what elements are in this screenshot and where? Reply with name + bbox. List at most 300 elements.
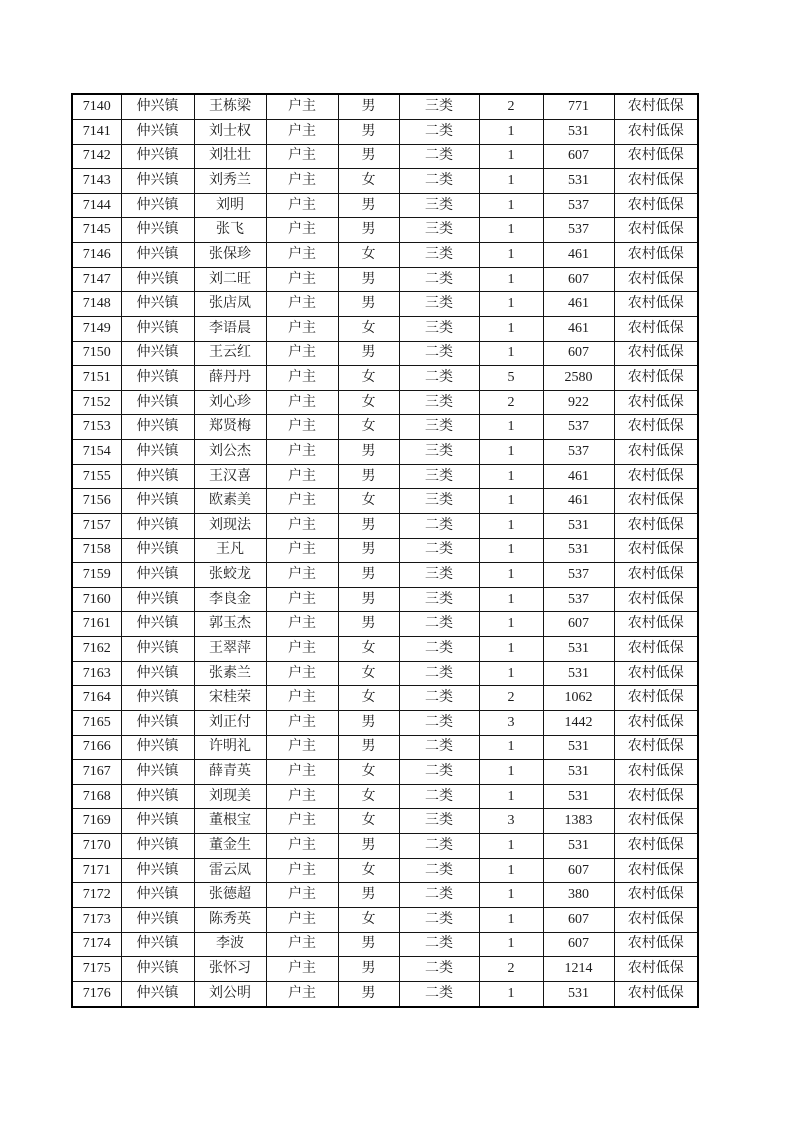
table-row <box>72 834 698 859</box>
category-cell: 二类 <box>399 661 479 686</box>
welfare-type-cell: 农村低保 <box>614 981 698 1007</box>
serial-number-cell: 7148 <box>72 292 121 317</box>
amount-cell: 461 <box>543 243 614 268</box>
town-cell: 仲兴镇 <box>121 637 194 662</box>
person-count-cell: 1 <box>479 169 543 194</box>
gender-cell: 男 <box>338 119 399 144</box>
category-cell: 二类 <box>399 858 479 883</box>
gender-cell: 男 <box>338 341 399 366</box>
relation-cell: 户主 <box>266 587 338 612</box>
name-cell: 张德超 <box>194 883 266 908</box>
town-cell: 仲兴镇 <box>121 784 194 809</box>
serial-number-cell: 7172 <box>72 883 121 908</box>
name-cell: 李波 <box>194 932 266 957</box>
serial-number-cell: 7168 <box>72 784 121 809</box>
amount-cell: 537 <box>543 440 614 465</box>
serial-number-cell: 7164 <box>72 686 121 711</box>
name-cell: 刘公明 <box>194 981 266 1007</box>
town-cell: 仲兴镇 <box>121 464 194 489</box>
category-cell: 二类 <box>399 169 479 194</box>
serial-number-cell: 7169 <box>72 809 121 834</box>
person-count-cell: 1 <box>479 513 543 538</box>
category-cell: 二类 <box>399 366 479 391</box>
amount-cell: 607 <box>543 907 614 932</box>
table-row <box>72 193 698 218</box>
name-cell: 刘壮壮 <box>194 144 266 169</box>
town-cell: 仲兴镇 <box>121 390 194 415</box>
welfare-type-cell: 农村低保 <box>614 883 698 908</box>
amount-cell: 771 <box>543 94 614 119</box>
town-cell: 仲兴镇 <box>121 292 194 317</box>
name-cell: 刘明 <box>194 193 266 218</box>
relation-cell: 户主 <box>266 193 338 218</box>
town-cell: 仲兴镇 <box>121 809 194 834</box>
town-cell: 仲兴镇 <box>121 834 194 859</box>
relation-cell: 户主 <box>266 563 338 588</box>
serial-number-cell: 7153 <box>72 415 121 440</box>
name-cell: 王凡 <box>194 538 266 563</box>
relation-cell: 户主 <box>266 809 338 834</box>
serial-number-cell: 7140 <box>72 94 121 119</box>
table-row <box>72 686 698 711</box>
table-row <box>72 538 698 563</box>
category-cell: 二类 <box>399 710 479 735</box>
table-row <box>72 316 698 341</box>
town-cell: 仲兴镇 <box>121 169 194 194</box>
table-row <box>72 809 698 834</box>
town-cell: 仲兴镇 <box>121 366 194 391</box>
relation-cell: 户主 <box>266 316 338 341</box>
name-cell: 王汉喜 <box>194 464 266 489</box>
amount-cell: 537 <box>543 587 614 612</box>
category-cell: 二类 <box>399 760 479 785</box>
category-cell: 三类 <box>399 193 479 218</box>
person-count-cell: 1 <box>479 858 543 883</box>
gender-cell: 女 <box>338 784 399 809</box>
table-body <box>72 94 698 1007</box>
relation-cell: 户主 <box>266 440 338 465</box>
person-count-cell: 1 <box>479 907 543 932</box>
relation-cell: 户主 <box>266 981 338 1007</box>
town-cell: 仲兴镇 <box>121 94 194 119</box>
welfare-type-cell: 农村低保 <box>614 637 698 662</box>
welfare-type-cell: 农村低保 <box>614 907 698 932</box>
relation-cell: 户主 <box>266 883 338 908</box>
category-cell: 三类 <box>399 94 479 119</box>
table-row <box>72 292 698 317</box>
relation-cell: 户主 <box>266 513 338 538</box>
person-count-cell: 1 <box>479 563 543 588</box>
table-row <box>72 612 698 637</box>
relation-cell: 户主 <box>266 932 338 957</box>
serial-number-cell: 7143 <box>72 169 121 194</box>
table-row <box>72 858 698 883</box>
amount-cell: 1214 <box>543 957 614 982</box>
town-cell: 仲兴镇 <box>121 119 194 144</box>
amount-cell: 531 <box>543 119 614 144</box>
serial-number-cell: 7176 <box>72 981 121 1007</box>
relation-cell: 户主 <box>266 415 338 440</box>
category-cell: 三类 <box>399 292 479 317</box>
welfare-recipient-table <box>71 93 699 1008</box>
relation-cell: 户主 <box>266 243 338 268</box>
name-cell: 刘公杰 <box>194 440 266 465</box>
town-cell: 仲兴镇 <box>121 563 194 588</box>
amount-cell: 537 <box>543 415 614 440</box>
table-row <box>72 957 698 982</box>
serial-number-cell: 7146 <box>72 243 121 268</box>
name-cell: 刘现美 <box>194 784 266 809</box>
name-cell: 王翠萍 <box>194 637 266 662</box>
category-cell: 二类 <box>399 907 479 932</box>
table-row <box>72 94 698 119</box>
town-cell: 仲兴镇 <box>121 341 194 366</box>
serial-number-cell: 7154 <box>72 440 121 465</box>
amount-cell: 2580 <box>543 366 614 391</box>
town-cell: 仲兴镇 <box>121 858 194 883</box>
serial-number-cell: 7166 <box>72 735 121 760</box>
welfare-type-cell: 农村低保 <box>614 489 698 514</box>
table-row <box>72 169 698 194</box>
person-count-cell: 1 <box>479 834 543 859</box>
amount-cell: 607 <box>543 267 614 292</box>
serial-number-cell: 7158 <box>72 538 121 563</box>
town-cell: 仲兴镇 <box>121 267 194 292</box>
relation-cell: 户主 <box>266 267 338 292</box>
category-cell: 二类 <box>399 834 479 859</box>
serial-number-cell: 7174 <box>72 932 121 957</box>
amount-cell: 607 <box>543 858 614 883</box>
gender-cell: 男 <box>338 587 399 612</box>
person-count-cell: 1 <box>479 415 543 440</box>
table-row <box>72 563 698 588</box>
welfare-type-cell: 农村低保 <box>614 612 698 637</box>
amount-cell: 531 <box>543 661 614 686</box>
gender-cell: 男 <box>338 563 399 588</box>
category-cell: 三类 <box>399 415 479 440</box>
category-cell: 三类 <box>399 464 479 489</box>
relation-cell: 户主 <box>266 760 338 785</box>
serial-number-cell: 7170 <box>72 834 121 859</box>
person-count-cell: 1 <box>479 587 543 612</box>
person-count-cell: 1 <box>479 292 543 317</box>
name-cell: 张素兰 <box>194 661 266 686</box>
amount-cell: 461 <box>543 316 614 341</box>
category-cell: 二类 <box>399 119 479 144</box>
relation-cell: 户主 <box>266 735 338 760</box>
serial-number-cell: 7149 <box>72 316 121 341</box>
serial-number-cell: 7145 <box>72 218 121 243</box>
town-cell: 仲兴镇 <box>121 981 194 1007</box>
gender-cell: 男 <box>338 957 399 982</box>
gender-cell: 女 <box>338 661 399 686</box>
table-row <box>72 587 698 612</box>
amount-cell: 1442 <box>543 710 614 735</box>
category-cell: 二类 <box>399 957 479 982</box>
gender-cell: 男 <box>338 193 399 218</box>
person-count-cell: 1 <box>479 760 543 785</box>
town-cell: 仲兴镇 <box>121 316 194 341</box>
table-row <box>72 735 698 760</box>
gender-cell: 女 <box>338 686 399 711</box>
gender-cell: 女 <box>338 809 399 834</box>
amount-cell: 461 <box>543 489 614 514</box>
gender-cell: 女 <box>338 489 399 514</box>
gender-cell: 男 <box>338 834 399 859</box>
gender-cell: 女 <box>338 316 399 341</box>
name-cell: 刘秀兰 <box>194 169 266 194</box>
welfare-type-cell: 农村低保 <box>614 538 698 563</box>
table-row <box>72 464 698 489</box>
name-cell: 郭玉杰 <box>194 612 266 637</box>
amount-cell: 537 <box>543 563 614 588</box>
category-cell: 二类 <box>399 883 479 908</box>
category-cell: 三类 <box>399 587 479 612</box>
person-count-cell: 2 <box>479 94 543 119</box>
name-cell: 许明礼 <box>194 735 266 760</box>
serial-number-cell: 7167 <box>72 760 121 785</box>
welfare-type-cell: 农村低保 <box>614 834 698 859</box>
relation-cell: 户主 <box>266 292 338 317</box>
table-row <box>72 390 698 415</box>
name-cell: 张飞 <box>194 218 266 243</box>
person-count-cell: 1 <box>479 144 543 169</box>
gender-cell: 男 <box>338 735 399 760</box>
person-count-cell: 2 <box>479 686 543 711</box>
name-cell: 李良金 <box>194 587 266 612</box>
town-cell: 仲兴镇 <box>121 218 194 243</box>
amount-cell: 531 <box>543 760 614 785</box>
category-cell: 三类 <box>399 440 479 465</box>
table-row <box>72 218 698 243</box>
welfare-type-cell: 农村低保 <box>614 735 698 760</box>
table-row <box>72 710 698 735</box>
serial-number-cell: 7151 <box>72 366 121 391</box>
person-count-cell: 1 <box>479 661 543 686</box>
relation-cell: 户主 <box>266 784 338 809</box>
welfare-type-cell: 农村低保 <box>614 440 698 465</box>
table-row <box>72 883 698 908</box>
person-count-cell: 2 <box>479 390 543 415</box>
amount-cell: 531 <box>543 784 614 809</box>
name-cell: 刘心珍 <box>194 390 266 415</box>
gender-cell: 女 <box>338 907 399 932</box>
relation-cell: 户主 <box>266 119 338 144</box>
person-count-cell: 1 <box>479 267 543 292</box>
relation-cell: 户主 <box>266 907 338 932</box>
gender-cell: 男 <box>338 440 399 465</box>
serial-number-cell: 7173 <box>72 907 121 932</box>
amount-cell: 531 <box>543 169 614 194</box>
relation-cell: 户主 <box>266 341 338 366</box>
town-cell: 仲兴镇 <box>121 538 194 563</box>
person-count-cell: 1 <box>479 119 543 144</box>
serial-number-cell: 7147 <box>72 267 121 292</box>
welfare-type-cell: 农村低保 <box>614 513 698 538</box>
table-row <box>72 440 698 465</box>
gender-cell: 男 <box>338 612 399 637</box>
person-count-cell: 3 <box>479 710 543 735</box>
category-cell: 三类 <box>399 316 479 341</box>
relation-cell: 户主 <box>266 834 338 859</box>
table-row <box>72 341 698 366</box>
welfare-type-cell: 农村低保 <box>614 243 698 268</box>
person-count-cell: 1 <box>479 341 543 366</box>
welfare-type-cell: 农村低保 <box>614 686 698 711</box>
serial-number-cell: 7142 <box>72 144 121 169</box>
name-cell: 宋桂荣 <box>194 686 266 711</box>
gender-cell: 女 <box>338 243 399 268</box>
person-count-cell: 1 <box>479 538 543 563</box>
town-cell: 仲兴镇 <box>121 686 194 711</box>
name-cell: 李语晨 <box>194 316 266 341</box>
relation-cell: 户主 <box>266 686 338 711</box>
serial-number-cell: 7152 <box>72 390 121 415</box>
welfare-type-cell: 农村低保 <box>614 119 698 144</box>
town-cell: 仲兴镇 <box>121 193 194 218</box>
town-cell: 仲兴镇 <box>121 587 194 612</box>
table-row <box>72 932 698 957</box>
category-cell: 二类 <box>399 267 479 292</box>
serial-number-cell: 7160 <box>72 587 121 612</box>
amount-cell: 537 <box>543 218 614 243</box>
table-row <box>72 366 698 391</box>
person-count-cell: 1 <box>479 243 543 268</box>
gender-cell: 女 <box>338 760 399 785</box>
category-cell: 三类 <box>399 489 479 514</box>
person-count-cell: 3 <box>479 809 543 834</box>
relation-cell: 户主 <box>266 489 338 514</box>
gender-cell: 男 <box>338 464 399 489</box>
name-cell: 张蛟龙 <box>194 563 266 588</box>
person-count-cell: 1 <box>479 489 543 514</box>
amount-cell: 607 <box>543 341 614 366</box>
amount-cell: 531 <box>543 538 614 563</box>
table-row <box>72 661 698 686</box>
welfare-type-cell: 农村低保 <box>614 661 698 686</box>
relation-cell: 户主 <box>266 637 338 662</box>
welfare-type-cell: 农村低保 <box>614 366 698 391</box>
town-cell: 仲兴镇 <box>121 144 194 169</box>
welfare-type-cell: 农村低保 <box>614 858 698 883</box>
category-cell: 二类 <box>399 612 479 637</box>
category-cell: 二类 <box>399 513 479 538</box>
name-cell: 张保珍 <box>194 243 266 268</box>
relation-cell: 户主 <box>266 612 338 637</box>
gender-cell: 男 <box>338 94 399 119</box>
relation-cell: 户主 <box>266 858 338 883</box>
welfare-type-cell: 农村低保 <box>614 316 698 341</box>
serial-number-cell: 7157 <box>72 513 121 538</box>
welfare-type-cell: 农村低保 <box>614 292 698 317</box>
gender-cell: 男 <box>338 710 399 735</box>
town-cell: 仲兴镇 <box>121 489 194 514</box>
relation-cell: 户主 <box>266 169 338 194</box>
serial-number-cell: 7155 <box>72 464 121 489</box>
name-cell: 雷云凤 <box>194 858 266 883</box>
gender-cell: 女 <box>338 169 399 194</box>
gender-cell: 男 <box>338 981 399 1007</box>
amount-cell: 461 <box>543 464 614 489</box>
name-cell: 薛青英 <box>194 760 266 785</box>
table-row <box>72 243 698 268</box>
person-count-cell: 1 <box>479 883 543 908</box>
table-row <box>72 415 698 440</box>
town-cell: 仲兴镇 <box>121 440 194 465</box>
relation-cell: 户主 <box>266 957 338 982</box>
town-cell: 仲兴镇 <box>121 957 194 982</box>
town-cell: 仲兴镇 <box>121 907 194 932</box>
table-row <box>72 760 698 785</box>
category-cell: 三类 <box>399 243 479 268</box>
person-count-cell: 1 <box>479 735 543 760</box>
name-cell: 欧素美 <box>194 489 266 514</box>
name-cell: 张店凤 <box>194 292 266 317</box>
town-cell: 仲兴镇 <box>121 883 194 908</box>
serial-number-cell: 7159 <box>72 563 121 588</box>
serial-number-cell: 7156 <box>72 489 121 514</box>
amount-cell: 531 <box>543 513 614 538</box>
person-count-cell: 1 <box>479 784 543 809</box>
gender-cell: 男 <box>338 267 399 292</box>
name-cell: 王栋梁 <box>194 94 266 119</box>
amount-cell: 531 <box>543 735 614 760</box>
serial-number-cell: 7162 <box>72 637 121 662</box>
town-cell: 仲兴镇 <box>121 661 194 686</box>
gender-cell: 男 <box>338 218 399 243</box>
person-count-cell: 2 <box>479 957 543 982</box>
category-cell: 二类 <box>399 637 479 662</box>
person-count-cell: 5 <box>479 366 543 391</box>
category-cell: 二类 <box>399 784 479 809</box>
relation-cell: 户主 <box>266 94 338 119</box>
amount-cell: 531 <box>543 981 614 1007</box>
name-cell: 刘正付 <box>194 710 266 735</box>
amount-cell: 380 <box>543 883 614 908</box>
table-row <box>72 637 698 662</box>
welfare-type-cell: 农村低保 <box>614 94 698 119</box>
welfare-type-cell: 农村低保 <box>614 218 698 243</box>
table-row <box>72 267 698 292</box>
name-cell: 张怀习 <box>194 957 266 982</box>
town-cell: 仲兴镇 <box>121 415 194 440</box>
name-cell: 董金生 <box>194 834 266 859</box>
amount-cell: 537 <box>543 193 614 218</box>
gender-cell: 男 <box>338 292 399 317</box>
welfare-type-cell: 农村低保 <box>614 809 698 834</box>
gender-cell: 男 <box>338 932 399 957</box>
category-cell: 三类 <box>399 809 479 834</box>
serial-number-cell: 7171 <box>72 858 121 883</box>
category-cell: 三类 <box>399 218 479 243</box>
gender-cell: 女 <box>338 858 399 883</box>
town-cell: 仲兴镇 <box>121 513 194 538</box>
serial-number-cell: 7165 <box>72 710 121 735</box>
town-cell: 仲兴镇 <box>121 760 194 785</box>
welfare-type-cell: 农村低保 <box>614 193 698 218</box>
relation-cell: 户主 <box>266 661 338 686</box>
welfare-type-cell: 农村低保 <box>614 760 698 785</box>
serial-number-cell: 7141 <box>72 119 121 144</box>
relation-cell: 户主 <box>266 144 338 169</box>
gender-cell: 女 <box>338 415 399 440</box>
serial-number-cell: 7175 <box>72 957 121 982</box>
town-cell: 仲兴镇 <box>121 710 194 735</box>
welfare-type-cell: 农村低保 <box>614 169 698 194</box>
name-cell: 王云红 <box>194 341 266 366</box>
welfare-type-cell: 农村低保 <box>614 563 698 588</box>
person-count-cell: 1 <box>479 316 543 341</box>
